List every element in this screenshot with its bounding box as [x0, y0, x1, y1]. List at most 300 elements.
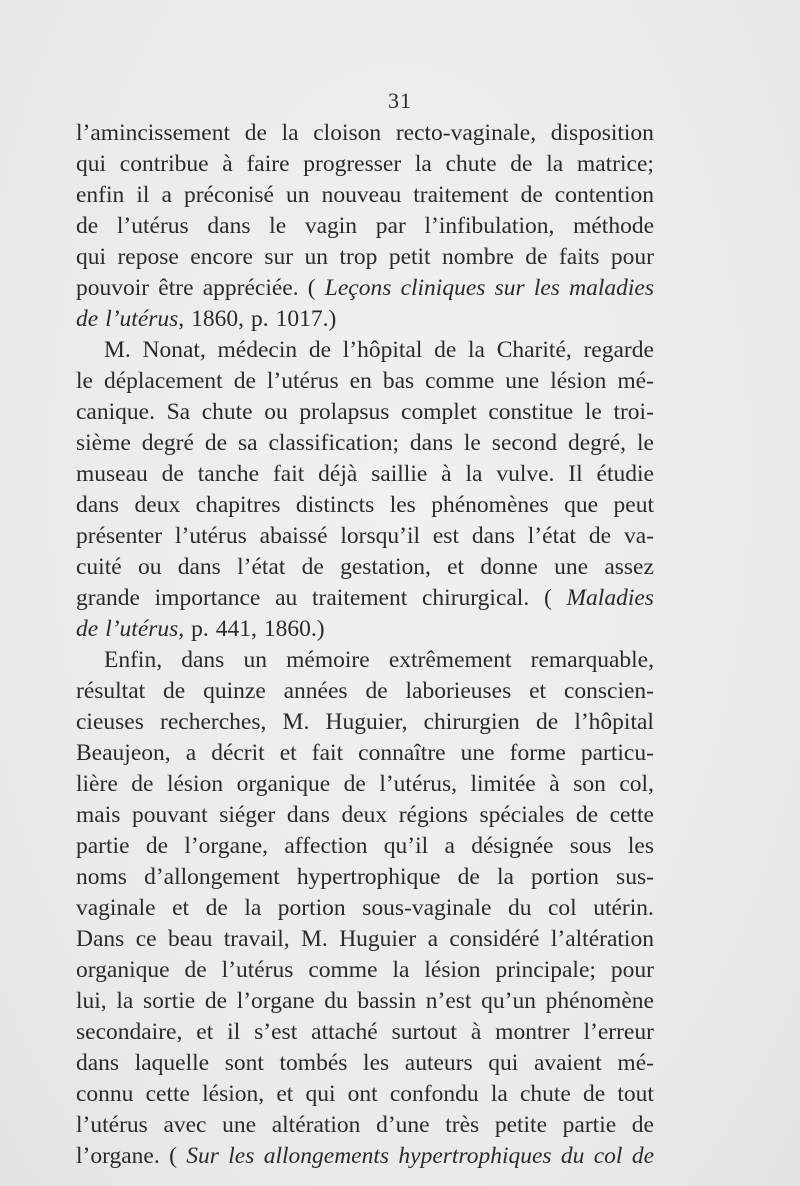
word: sième — [76, 430, 131, 456]
word: qui — [488, 1050, 519, 1076]
word: l’utérus — [174, 523, 247, 549]
text-line — [76, 1048, 654, 1079]
word: la — [116, 988, 134, 1014]
word: canique. — [76, 399, 155, 425]
word: cloison — [313, 120, 382, 146]
text-line — [76, 459, 654, 490]
word: dans — [181, 647, 225, 673]
word: particu- — [580, 740, 654, 766]
word: dans — [286, 802, 330, 828]
word: l’altération — [550, 926, 654, 952]
word: de — [244, 120, 267, 146]
word: une — [460, 740, 495, 766]
word: la — [490, 1081, 508, 1107]
text-line — [76, 986, 654, 1017]
word: Nonat, — [142, 337, 206, 363]
word: ( — [169, 1143, 177, 1169]
text-line — [76, 924, 654, 955]
text-line — [76, 831, 654, 862]
word: et — [447, 554, 465, 580]
word: qui — [76, 244, 107, 270]
word: lésion — [550, 368, 607, 394]
text-line — [76, 645, 654, 676]
word: petit — [388, 244, 431, 270]
word: désignée — [471, 833, 554, 859]
word: pouvoir — [76, 275, 150, 301]
word: résultat — [76, 678, 146, 704]
word: forme — [509, 740, 566, 766]
word: cette — [145, 1081, 190, 1107]
word: l’utérus, — [105, 306, 185, 332]
word: deux — [134, 492, 181, 518]
word: la — [465, 461, 483, 487]
word: confondu — [389, 1081, 479, 1107]
word: hypertrophique — [296, 864, 441, 890]
word: dans — [409, 430, 453, 456]
word: une — [505, 368, 540, 394]
word: allongements — [263, 1143, 390, 1169]
word: sous-vaginale — [362, 895, 492, 921]
word: l’hôpital — [342, 337, 423, 363]
word: dans — [76, 492, 120, 518]
word: mais — [76, 802, 121, 828]
word: la — [468, 337, 485, 363]
word: Huguier, — [325, 709, 408, 735]
word: s’est — [254, 1019, 298, 1045]
word: donne — [480, 554, 538, 580]
word: de — [457, 864, 480, 890]
word: cieuses — [76, 709, 144, 735]
word: de — [535, 709, 559, 735]
word: lésion — [166, 771, 224, 797]
word: de — [131, 771, 154, 797]
word: qu’il — [383, 833, 429, 859]
word: l’utérus, — [105, 616, 185, 642]
word: l’utérus, — [379, 771, 457, 797]
word: de — [161, 461, 184, 487]
word: Dans — [76, 926, 125, 952]
word: de — [588, 523, 612, 549]
text-line — [76, 490, 654, 521]
word: p. — [191, 616, 209, 642]
word: cliniques — [400, 275, 486, 301]
word: et — [279, 740, 297, 766]
word: organique — [236, 771, 331, 797]
word: médecin — [217, 337, 298, 363]
word: 1860.) — [263, 616, 325, 642]
word: col, — [619, 771, 654, 797]
word: de — [434, 337, 457, 363]
word: chapitres — [195, 492, 281, 518]
word: un — [243, 647, 267, 673]
word: une — [222, 1112, 257, 1138]
word: utérin. — [593, 895, 654, 921]
word: matrice; — [576, 151, 654, 177]
word: extrêmement — [388, 647, 512, 673]
word: une — [554, 554, 589, 580]
word: contention — [554, 182, 654, 208]
word: déplacement — [103, 368, 223, 394]
word: décrit — [211, 740, 265, 766]
word: étudie — [596, 461, 654, 487]
word: de — [365, 678, 388, 704]
word: second — [491, 430, 558, 456]
word: attaché — [311, 1019, 378, 1045]
word: de — [145, 833, 168, 859]
word: principale; — [495, 957, 596, 983]
word: phénomènes — [431, 492, 549, 518]
word: sus- — [616, 864, 654, 890]
word: assez — [604, 554, 654, 580]
word: ou — [264, 399, 288, 425]
word: classification; — [268, 430, 399, 456]
text-line — [76, 397, 654, 428]
word: enfin — [76, 182, 125, 208]
word: altération — [271, 1112, 361, 1138]
word: à — [549, 771, 560, 797]
word: limitée — [470, 771, 536, 797]
word: de — [301, 554, 324, 580]
word: de — [583, 1081, 606, 1107]
word: tanche — [197, 461, 260, 487]
word: de — [184, 957, 207, 983]
word: Enfin, — [104, 647, 163, 673]
word: du — [507, 895, 532, 921]
word: traitement — [413, 182, 509, 208]
text-line — [76, 862, 654, 893]
word: l’erreur — [583, 1019, 654, 1045]
word: a — [427, 926, 439, 952]
word: 441, — [215, 616, 257, 642]
word: l’amincissement — [76, 120, 231, 146]
word: traitement — [312, 585, 408, 611]
word: ( — [307, 275, 316, 301]
word: Beaujeon, — [76, 740, 171, 766]
word: museau — [76, 461, 148, 487]
word: dans — [471, 523, 515, 549]
word: mé- — [617, 1050, 654, 1076]
word: tombés — [279, 1050, 348, 1076]
word: de — [205, 895, 228, 921]
word: il — [227, 1019, 241, 1045]
text-line — [76, 738, 654, 769]
word: les — [627, 833, 654, 859]
word: phénomène — [545, 988, 654, 1014]
word: un — [304, 244, 329, 270]
word: l’organe, — [184, 833, 269, 859]
word: trop — [339, 244, 378, 270]
word: quinze — [203, 678, 266, 704]
word: disposition — [550, 120, 654, 146]
word: sa — [237, 430, 258, 456]
word: chirurgien — [423, 709, 520, 735]
word: de — [76, 616, 99, 642]
text-line — [76, 366, 654, 397]
word: dans — [76, 1050, 120, 1076]
word: son — [573, 771, 606, 797]
text-line — [76, 242, 654, 273]
word: de — [163, 678, 186, 704]
word: conscien- — [563, 678, 654, 704]
word: 1860, — [191, 306, 245, 332]
word: dans — [207, 213, 251, 239]
word: maladies — [569, 275, 654, 301]
word: nouveau — [321, 182, 402, 208]
word: le — [463, 430, 481, 456]
word: portion — [277, 895, 346, 921]
text-line — [76, 955, 654, 986]
word: et — [196, 1019, 214, 1045]
word: secondaire, — [76, 1019, 183, 1045]
word: constitue — [488, 399, 574, 425]
word: Sur — [186, 1143, 219, 1169]
word: de — [631, 1143, 654, 1169]
word: chute — [445, 151, 497, 177]
word: lésion, — [202, 1081, 265, 1107]
word: les — [363, 1050, 390, 1076]
word: présenter — [76, 523, 163, 549]
word: complet — [401, 399, 477, 425]
word: prolapsus — [299, 399, 390, 425]
word: sortie — [142, 988, 196, 1014]
word: la — [546, 151, 564, 177]
word: cuité — [76, 554, 122, 580]
word: faits — [558, 244, 600, 270]
word: à — [222, 151, 233, 177]
word: surtout — [391, 1019, 457, 1045]
word: de — [204, 988, 228, 1014]
word: sous — [569, 833, 612, 859]
word: comme — [308, 957, 378, 983]
word: progresser — [303, 151, 402, 177]
text-line — [76, 211, 654, 242]
text-line — [76, 1141, 654, 1172]
word: importance — [154, 585, 261, 611]
word: regarde — [583, 337, 654, 363]
word: hypertrophiques — [398, 1143, 552, 1169]
word: l’utérus — [76, 1112, 148, 1138]
word: avec — [163, 1112, 207, 1138]
word: contribue — [119, 151, 209, 177]
word: Leçons — [324, 275, 392, 301]
word: degré, — [567, 430, 627, 456]
word: bas — [382, 368, 415, 394]
word: les — [228, 1143, 255, 1169]
word: chute — [519, 1081, 571, 1107]
word: ce — [135, 926, 157, 952]
word: que — [564, 492, 599, 518]
word: l’état — [237, 554, 286, 580]
word: vulve. — [496, 461, 555, 487]
word: l’organe. — [76, 1143, 160, 1169]
word: l’utérus — [116, 213, 189, 239]
text-line — [76, 1110, 654, 1141]
word: de — [76, 306, 99, 332]
word: considéré — [449, 926, 540, 952]
word: repose — [117, 244, 179, 270]
word: laborieuses — [405, 678, 512, 704]
word: avaient — [533, 1050, 602, 1076]
word: méthode — [573, 213, 654, 239]
word: n’est — [425, 988, 472, 1014]
text-line — [76, 273, 654, 304]
word: cette — [609, 802, 654, 828]
word: de — [575, 802, 599, 828]
text-line — [76, 521, 654, 552]
word: de — [76, 213, 99, 239]
word: sur — [264, 244, 294, 270]
word: la — [496, 864, 514, 890]
word: Huguier — [339, 926, 417, 952]
word: le — [76, 368, 93, 394]
word: il — [136, 182, 150, 208]
word: lière — [76, 771, 118, 797]
word: distincts — [295, 492, 375, 518]
word: vagin — [304, 213, 358, 239]
word: le — [636, 430, 654, 456]
word: p. — [251, 306, 269, 332]
word: lorsqu’il — [340, 523, 421, 549]
word: connaître — [358, 740, 446, 766]
word: tout — [617, 1081, 654, 1107]
word: col — [593, 1143, 623, 1169]
word: connu — [76, 1081, 134, 1107]
word: le — [269, 213, 287, 239]
word: lui, — [76, 988, 107, 1014]
word: en — [349, 368, 372, 394]
word: gestation, — [340, 554, 431, 580]
word: petite — [494, 1112, 548, 1138]
word: et — [276, 1081, 294, 1107]
word: degré — [141, 430, 194, 456]
word: de — [631, 1112, 654, 1138]
word: être — [158, 275, 194, 301]
word: nombre — [442, 244, 514, 270]
text-line — [76, 614, 654, 645]
word: laquelle — [134, 1050, 210, 1076]
word: recherches, — [160, 709, 267, 735]
text-line — [76, 676, 654, 707]
word: préconisé — [183, 182, 274, 208]
page-number: 31 — [388, 88, 412, 113]
word: ou — [137, 554, 162, 580]
word: Il — [568, 461, 583, 487]
word: d’allongement — [144, 864, 280, 890]
text-line — [76, 707, 654, 738]
word: les — [533, 275, 560, 301]
word: organique — [76, 957, 170, 983]
word: portion — [531, 864, 599, 890]
word: par — [375, 213, 406, 239]
word: à — [441, 461, 452, 487]
word: dans — [177, 554, 221, 580]
word: l’utérus — [266, 368, 339, 394]
word: grande — [76, 585, 140, 611]
word: la — [414, 151, 432, 177]
word: du — [560, 1143, 585, 1169]
word: la — [244, 895, 262, 921]
word: remarquable, — [530, 647, 654, 673]
word: faire — [246, 151, 290, 177]
word: appréciée. — [202, 275, 299, 301]
text-line — [76, 118, 654, 149]
word: troi- — [613, 399, 654, 425]
word: fait — [272, 461, 305, 487]
word: la — [392, 957, 410, 983]
word: de — [204, 430, 228, 456]
word: deux — [341, 802, 388, 828]
text-line — [76, 335, 654, 366]
word: affection — [284, 833, 368, 859]
word: spéciales — [479, 802, 565, 828]
text-line — [76, 1017, 654, 1048]
word: Charité, — [496, 337, 572, 363]
word: recto-vaginale, — [395, 120, 537, 146]
word: années — [283, 678, 348, 704]
word: à — [470, 1019, 482, 1045]
word: du — [324, 988, 348, 1014]
word: Sa — [166, 399, 191, 425]
word: qui — [76, 151, 107, 177]
text-line — [76, 428, 654, 459]
word: comme — [425, 368, 495, 394]
word: a — [444, 833, 455, 859]
body-text — [76, 118, 654, 1172]
word: de — [308, 337, 332, 363]
word: M. — [282, 709, 310, 735]
word: pour — [610, 244, 654, 270]
text-line — [76, 769, 654, 800]
word: et — [172, 895, 190, 921]
word: noms — [76, 864, 127, 890]
word: montrer — [495, 1019, 570, 1045]
text-line — [76, 552, 654, 583]
text-line — [76, 149, 654, 180]
word: ont — [347, 1081, 378, 1107]
text-line — [76, 800, 654, 831]
text-line — [76, 180, 654, 211]
word: 1017.) — [275, 306, 337, 332]
word: mé- — [617, 368, 654, 394]
word: au — [275, 585, 298, 611]
word: Maladies — [566, 585, 654, 611]
word: de — [520, 182, 543, 208]
word: pour — [610, 957, 654, 983]
word: de — [525, 244, 548, 270]
word: partie — [562, 1112, 617, 1138]
word: l’état — [527, 523, 577, 549]
word: chute — [201, 399, 253, 425]
word: lésion — [424, 957, 481, 983]
word: l’hôpital — [574, 709, 654, 735]
word: bassin — [357, 988, 417, 1014]
word: de — [343, 771, 366, 797]
word: abaissé — [259, 523, 328, 549]
word: M. — [104, 337, 131, 363]
word: va- — [623, 523, 654, 549]
word: de — [233, 368, 256, 394]
word: M. — [301, 926, 328, 952]
text-line — [76, 893, 654, 924]
word: beau — [167, 926, 213, 952]
word: d’une — [376, 1112, 430, 1138]
word: peut — [613, 492, 654, 518]
word: les — [389, 492, 416, 518]
word: la — [281, 120, 299, 146]
word: l’organe — [236, 988, 315, 1014]
text-line — [76, 583, 654, 614]
word: vaginale — [76, 895, 156, 921]
